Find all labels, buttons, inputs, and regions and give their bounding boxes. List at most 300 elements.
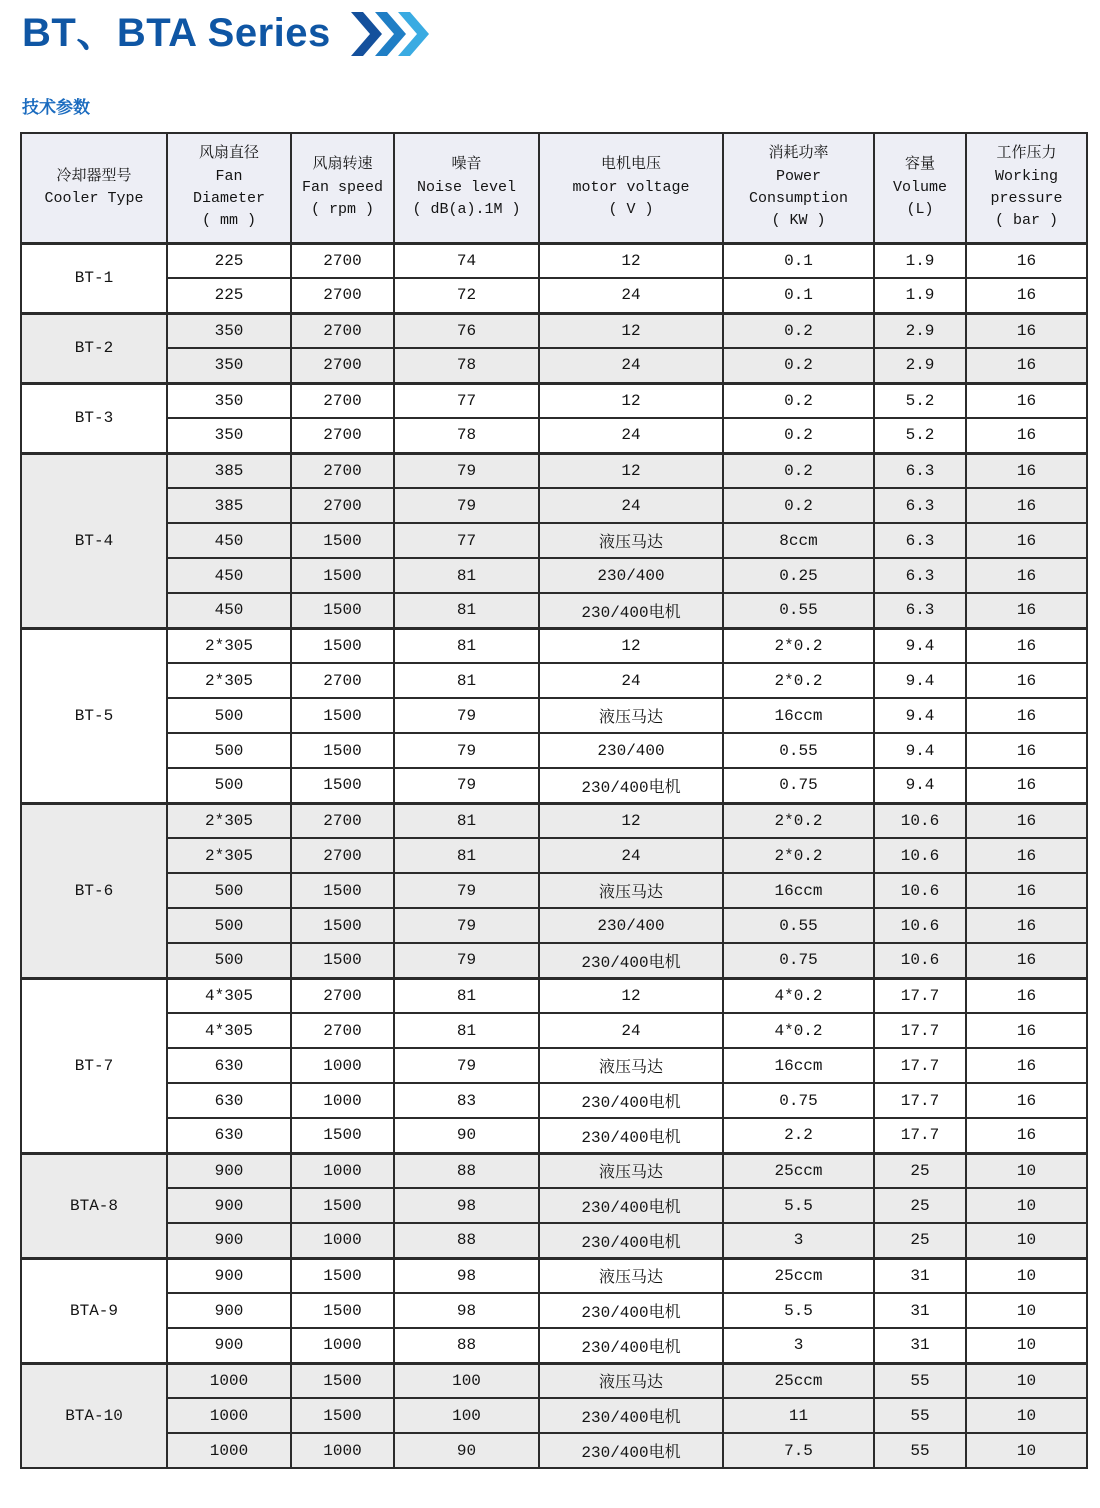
table-cell: 81 [394,663,539,698]
table-cell: 350 [167,383,291,418]
table-cell: 1500 [291,1258,394,1293]
table-cell: 液压马达 [539,1048,723,1083]
table-cell: 55 [874,1398,966,1433]
table-cell: 1000 [167,1398,291,1433]
section-label: 技术参数 [22,98,90,117]
table-cell: 25 [874,1153,966,1188]
table-cell: 10 [966,1363,1087,1398]
table-cell: 25ccm [723,1153,874,1188]
table-row [21,1048,1087,1083]
table-row [21,1258,1087,1293]
table-cell: 72 [394,278,539,313]
table-cell: 79 [394,908,539,943]
table-row [21,418,1087,453]
table-cell: 1000 [291,1328,394,1363]
table-cell: 10 [966,1153,1087,1188]
table-cell: 0.2 [723,418,874,453]
table-cell: 98 [394,1188,539,1223]
table-row [21,1188,1087,1223]
table-cell: 液压马达 [539,523,723,558]
table-cell: 0.25 [723,558,874,593]
table-cell: 1500 [291,523,394,558]
table-row [21,838,1087,873]
table-cell: 2700 [291,313,394,348]
table-cell: 2700 [291,348,394,383]
table-cell: 79 [394,698,539,733]
cooler-type-cell: BT-7 [21,978,167,1153]
table-cell: 5.5 [723,1188,874,1223]
table-cell: 1500 [291,908,394,943]
table-cell: 630 [167,1118,291,1153]
table-cell: 1000 [291,1153,394,1188]
cooler-type-cell: BT-6 [21,803,167,978]
table-cell: 0.1 [723,243,874,278]
table-cell: 90 [394,1433,539,1468]
table-cell: 9.4 [874,733,966,768]
table-cell: 3 [723,1223,874,1258]
table-cell: 7.5 [723,1433,874,1468]
table-cell: 16 [966,558,1087,593]
table-cell: 16 [966,1048,1087,1083]
table-row [21,1083,1087,1118]
table-cell: 2*305 [167,838,291,873]
table-cell: 6.3 [874,593,966,628]
table-cell: 900 [167,1258,291,1293]
table-row [21,348,1087,383]
table-cell: 3 [723,1328,874,1363]
table-row [21,873,1087,908]
table-cell: 81 [394,628,539,663]
table-cell: 74 [394,243,539,278]
table-cell: 77 [394,383,539,418]
table-cell: 350 [167,313,291,348]
table-row [21,313,1087,348]
table-cell: 液压马达 [539,1363,723,1398]
table-cell: 17.7 [874,1083,966,1118]
table-cell: 25 [874,1188,966,1223]
column-header-4: 电机电压 motor voltage ( V ) [539,133,723,243]
table-cell: 0.2 [723,488,874,523]
table-cell: 98 [394,1293,539,1328]
table-cell: 450 [167,558,291,593]
table-cell: 100 [394,1398,539,1433]
table-row [21,243,1087,278]
table-cell: 230/400电机 [539,1328,723,1363]
table-row [21,383,1087,418]
table-row [21,278,1087,313]
table-cell: 9.4 [874,768,966,803]
column-header-7: 工作压力 Working pressure ( bar ) [966,133,1087,243]
table-cell: 2700 [291,488,394,523]
table-cell: 16 [966,768,1087,803]
table-cell: 6.3 [874,453,966,488]
table-cell: 5.2 [874,383,966,418]
table-cell: 12 [539,803,723,838]
table-cell: 230/400电机 [539,1398,723,1433]
table-cell: 81 [394,978,539,1013]
table-cell: 500 [167,768,291,803]
cooler-type-cell: BTA-10 [21,1363,167,1468]
table-cell: 16 [966,663,1087,698]
table-cell: 16 [966,978,1087,1013]
table-cell: 230/400 [539,908,723,943]
table-cell: 1500 [291,628,394,663]
table-cell: 12 [539,243,723,278]
table-cell: 9.4 [874,663,966,698]
table-cell: 10 [966,1223,1087,1258]
table-cell: 88 [394,1328,539,1363]
table-cell: 385 [167,488,291,523]
table-row [21,1293,1087,1328]
column-header-6: 容量 Volume (L) [874,133,966,243]
table-cell: 2.9 [874,348,966,383]
table-cell: 24 [539,838,723,873]
table-cell: 1500 [291,873,394,908]
table-cell: 2700 [291,838,394,873]
table-cell: 81 [394,558,539,593]
table-cell: 16 [966,803,1087,838]
table-cell: 17.7 [874,978,966,1013]
table-cell: 16 [966,593,1087,628]
table-cell: 2*0.2 [723,628,874,663]
table-cell: 0.75 [723,943,874,978]
column-header-1: 风扇直径 Fan Diameter ( mm ) [167,133,291,243]
table-cell: 10 [966,1433,1087,1468]
table-cell: 液压马达 [539,1153,723,1188]
table-cell: 79 [394,768,539,803]
table-cell: 液压马达 [539,873,723,908]
cooler-type-cell: BT-5 [21,628,167,803]
table-cell: 79 [394,873,539,908]
table-cell: 55 [874,1363,966,1398]
table-cell: 88 [394,1153,539,1188]
table-cell: 900 [167,1223,291,1258]
table-cell: 2*305 [167,628,291,663]
table-cell: 79 [394,453,539,488]
table-cell: 12 [539,453,723,488]
table-cell: 230/400 [539,733,723,768]
table-cell: 2*305 [167,663,291,698]
table-cell: 12 [539,628,723,663]
table-cell: 0.2 [723,453,874,488]
table-cell: 4*0.2 [723,978,874,1013]
table-cell: 2700 [291,663,394,698]
table-cell: 11 [723,1398,874,1433]
table-cell: 79 [394,488,539,523]
table-cell: 350 [167,348,291,383]
table-cell: 6.3 [874,488,966,523]
table-cell: 385 [167,453,291,488]
table-cell: 16 [966,628,1087,663]
table-cell: 500 [167,873,291,908]
table-cell: 10 [966,1293,1087,1328]
header-row [21,133,1087,243]
table-row [21,558,1087,593]
table-cell: 16ccm [723,1048,874,1083]
table-cell: 98 [394,1258,539,1293]
table-cell: 1500 [291,1398,394,1433]
table-cell: 450 [167,523,291,558]
table-cell: 16 [966,908,1087,943]
table-cell: 0.55 [723,593,874,628]
table-cell: 630 [167,1048,291,1083]
table-row [21,768,1087,803]
table-cell: 500 [167,698,291,733]
table-cell: 液压马达 [539,1258,723,1293]
table-cell: 83 [394,1083,539,1118]
table-cell: 25ccm [723,1363,874,1398]
table-row [21,1363,1087,1398]
table-cell: 17.7 [874,1048,966,1083]
table-cell: 1000 [291,1083,394,1118]
table-cell: 25ccm [723,1258,874,1293]
table-cell: 16 [966,418,1087,453]
table-cell: 31 [874,1293,966,1328]
table-cell: 10.6 [874,908,966,943]
table-cell: 2*0.2 [723,838,874,873]
table-cell: 31 [874,1328,966,1363]
table-cell: 10 [966,1328,1087,1363]
table-cell: 2700 [291,978,394,1013]
table-cell: 1500 [291,1118,394,1153]
table-cell: 24 [539,663,723,698]
table-cell: 350 [167,418,291,453]
cooler-type-cell: BTA-9 [21,1258,167,1363]
table-cell: 55 [874,1433,966,1468]
table-cell: 12 [539,978,723,1013]
table-cell: 1500 [291,1188,394,1223]
table-cell: 16 [966,838,1087,873]
page-title: BT、BTA Series [22,11,331,55]
table-row [21,1013,1087,1048]
table-cell: 24 [539,418,723,453]
table-cell: 900 [167,1328,291,1363]
table-cell: 0.2 [723,348,874,383]
table-row [21,1328,1087,1363]
table-row [21,1433,1087,1468]
table-row [21,943,1087,978]
table-cell: 24 [539,488,723,523]
table-cell: 76 [394,313,539,348]
table-cell: 81 [394,593,539,628]
table-cell: 8ccm [723,523,874,558]
table-row [21,453,1087,488]
table-row [21,663,1087,698]
table-cell: 77 [394,523,539,558]
table-cell: 16 [966,873,1087,908]
cooler-type-cell: BT-3 [21,383,167,453]
table-cell: 1500 [291,1293,394,1328]
table-row [21,1398,1087,1433]
table-row [21,733,1087,768]
table-cell: 1500 [291,733,394,768]
table-cell: 1500 [291,768,394,803]
table-cell: 17.7 [874,1013,966,1048]
table-cell: 1.9 [874,278,966,313]
table-cell: 81 [394,1013,539,1048]
table-row [21,803,1087,838]
table-cell: 0.75 [723,768,874,803]
table-cell: 900 [167,1153,291,1188]
table-cell: 12 [539,313,723,348]
table-cell: 230/400电机 [539,768,723,803]
table-cell: 1000 [291,1048,394,1083]
table-cell: 500 [167,943,291,978]
table-cell: 5.5 [723,1293,874,1328]
cooler-type-cell: BTA-8 [21,1153,167,1258]
table-row [21,523,1087,558]
table-cell: 100 [394,1363,539,1398]
table-cell: 1000 [167,1363,291,1398]
table-cell: 2*305 [167,803,291,838]
table-cell: 2700 [291,803,394,838]
column-header-0: 冷却器型号 Cooler Type [21,133,167,243]
table-cell: 10.6 [874,803,966,838]
table-cell: 1500 [291,698,394,733]
table-row [21,978,1087,1013]
table-cell: 230/400 [539,558,723,593]
table-cell: 24 [539,1013,723,1048]
table-cell: 16 [966,1083,1087,1118]
table-cell: 0.75 [723,1083,874,1118]
table-cell: 230/400电机 [539,1223,723,1258]
table-header [21,133,1087,243]
table-cell: 16 [966,943,1087,978]
table-cell: 88 [394,1223,539,1258]
table-cell: 12 [539,383,723,418]
table-cell: 16 [966,733,1087,768]
table-cell: 16 [966,1013,1087,1048]
table-cell: 4*305 [167,1013,291,1048]
table-cell: 10 [966,1258,1087,1293]
table-cell: 0.2 [723,383,874,418]
table-cell: 10 [966,1188,1087,1223]
table-cell: 1000 [167,1433,291,1468]
table-cell: 79 [394,733,539,768]
table-body [21,243,1087,1468]
table-cell: 25 [874,1223,966,1258]
table-row [21,593,1087,628]
table-cell: 230/400电机 [539,1118,723,1153]
table-cell: 16ccm [723,698,874,733]
table-cell: 16 [966,313,1087,348]
table-cell: 79 [394,943,539,978]
table-row [21,1118,1087,1153]
table-cell: 5.2 [874,418,966,453]
table-cell: 6.3 [874,523,966,558]
table-cell: 31 [874,1258,966,1293]
spec-table [20,132,1088,1469]
table-row [21,698,1087,733]
table-cell: 4*305 [167,978,291,1013]
table-cell: 16 [966,523,1087,558]
table-cell: 10.6 [874,873,966,908]
table-cell: 24 [539,278,723,313]
table-cell: 78 [394,348,539,383]
table-cell: 630 [167,1083,291,1118]
table-cell: 9.4 [874,698,966,733]
table-cell: 900 [167,1293,291,1328]
table-cell: 24 [539,348,723,383]
table-cell: 10.6 [874,838,966,873]
table-row [21,1153,1087,1188]
table-cell: 2700 [291,278,394,313]
table-cell: 2700 [291,418,394,453]
table-cell: 1000 [291,1433,394,1468]
table-cell: 0.55 [723,908,874,943]
table-cell: 225 [167,278,291,313]
table-cell: 16ccm [723,873,874,908]
table-cell: 2700 [291,1013,394,1048]
table-cell: 16 [966,698,1087,733]
table-cell: 0.1 [723,278,874,313]
cooler-type-cell: BT-4 [21,453,167,628]
table-cell: 6.3 [874,558,966,593]
table-row [21,628,1087,663]
table-cell: 230/400电机 [539,943,723,978]
table-cell: 16 [966,453,1087,488]
table-row [21,1223,1087,1258]
table-cell: 1500 [291,593,394,628]
table-cell: 2*0.2 [723,803,874,838]
table-cell: 4*0.2 [723,1013,874,1048]
table-row [21,908,1087,943]
table-cell: 2.2 [723,1118,874,1153]
table-cell: 1.9 [874,243,966,278]
table-cell: 90 [394,1118,539,1153]
table-cell: 2700 [291,453,394,488]
table-cell: 500 [167,908,291,943]
table-cell: 1500 [291,1363,394,1398]
table-cell: 16 [966,278,1087,313]
triple-chevron-icon [351,12,429,56]
page-header [22,10,1100,56]
table-cell: 230/400电机 [539,1433,723,1468]
table-cell: 0.55 [723,733,874,768]
table-cell: 450 [167,593,291,628]
table-cell: 16 [966,243,1087,278]
cooler-type-cell: BT-1 [21,243,167,313]
table-cell: 液压马达 [539,698,723,733]
table-cell: 2700 [291,243,394,278]
table-cell: 16 [966,488,1087,523]
table-row [21,488,1087,523]
table-cell: 81 [394,803,539,838]
table-cell: 230/400电机 [539,1188,723,1223]
column-header-5: 消耗功率 Power Consumption ( KW ) [723,133,874,243]
table-cell: 2*0.2 [723,663,874,698]
table-cell: 225 [167,243,291,278]
table-cell: 230/400电机 [539,593,723,628]
table-cell: 2700 [291,383,394,418]
table-cell: 0.2 [723,313,874,348]
table-cell: 900 [167,1188,291,1223]
table-cell: 16 [966,1118,1087,1153]
table-cell: 230/400电机 [539,1083,723,1118]
column-header-2: 风扇转速 Fan speed ( rpm ) [291,133,394,243]
table-cell: 10 [966,1398,1087,1433]
table-cell: 78 [394,418,539,453]
table-cell: 1500 [291,558,394,593]
table-cell: 17.7 [874,1118,966,1153]
table-cell: 81 [394,838,539,873]
table-cell: 79 [394,1048,539,1083]
table-cell: 230/400电机 [539,1293,723,1328]
cooler-type-cell: BT-2 [21,313,167,383]
table-cell: 500 [167,733,291,768]
table-cell: 9.4 [874,628,966,663]
table-cell: 1000 [291,1223,394,1258]
